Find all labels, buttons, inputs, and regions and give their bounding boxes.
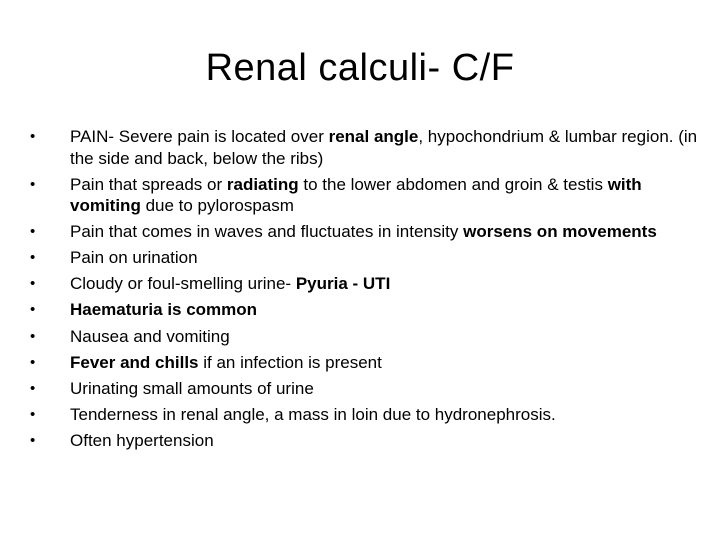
- item-text: Nausea and vomiting: [70, 326, 230, 346]
- item-text: Pain on urination: [70, 248, 198, 268]
- item-text: Tenderness in renal angle, a mass in loin due to hydronephrosis.: [70, 404, 556, 424]
- bullet-marker: •: [30, 301, 36, 319]
- item-text: Fever and chills if an infection is present: [70, 352, 382, 372]
- bullet-marker: •: [30, 431, 36, 449]
- bullet-marker: •: [30, 379, 36, 397]
- bullet-marker: •: [30, 353, 36, 371]
- bullet-marker: •: [30, 275, 36, 293]
- bullet-marker: •: [30, 223, 36, 241]
- list-item: [30, 326, 700, 348]
- slide-title: Renal calculi- C/F: [205, 47, 515, 89]
- list-item: [30, 247, 700, 269]
- item-text: PAIN- Severe pain is located over renal angle, hypochondrium & lumbar region. (in the side and back, below the ribs): [70, 127, 698, 168]
- list-item: [30, 378, 700, 400]
- bullet-marker: •: [30, 249, 36, 267]
- list-item: [30, 430, 700, 452]
- item-text: Pain that comes in waves and fluctuates in intensity worsens on movements: [70, 222, 657, 242]
- item-text: Urinating small amounts of urine: [70, 378, 314, 398]
- list-item: [30, 174, 700, 217]
- bullet-marker: •: [30, 327, 36, 345]
- bullet-list: [30, 126, 700, 456]
- item-text: Pain that spreads or radiating to the lower abdomen and groin & testis with vomiting due to pylorospasm: [70, 174, 642, 216]
- item-text: Cloudy or foul-smelling urine- Pyuria - UTI: [70, 274, 391, 294]
- list-item: [30, 299, 700, 321]
- bullet-marker: •: [30, 405, 36, 423]
- item-text: Haematuria is common: [70, 300, 258, 320]
- list-item: [30, 221, 700, 243]
- list-item: [30, 273, 700, 295]
- list-item: [30, 352, 700, 374]
- list-item: [30, 126, 700, 169]
- bullet-marker: •: [30, 128, 36, 145]
- item-text: Often hypertension: [70, 430, 214, 450]
- list-item: [30, 404, 700, 426]
- bullet-marker: •: [30, 175, 36, 193]
